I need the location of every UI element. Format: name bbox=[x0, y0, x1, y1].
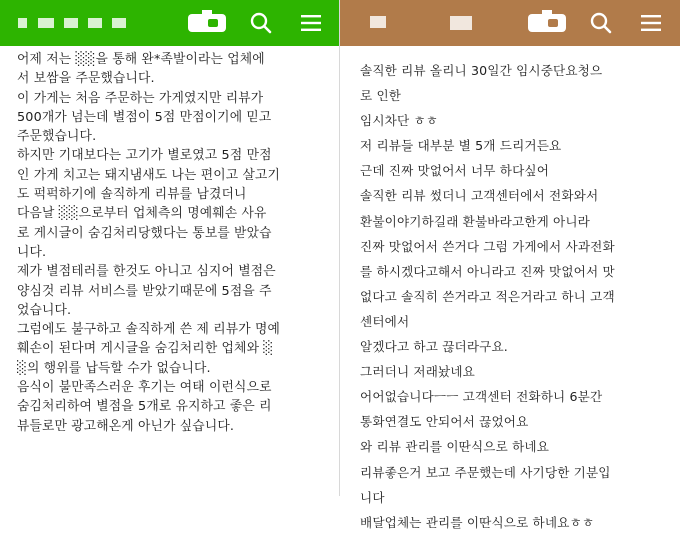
right-header-bar bbox=[340, 0, 680, 46]
post-line: 센터에서 bbox=[360, 313, 410, 329]
post-line: 배달업체는 관리를 이딴식으로 하네요ㅎㅎ bbox=[360, 514, 595, 530]
post-line: 서 보쌈을 주문했습니다. bbox=[17, 71, 155, 87]
post-line: 통화연결도 안되어서 끊었어요 bbox=[360, 414, 529, 430]
post-line: 500개가 넘는데 별점이 5점 만점이기에 믿고 bbox=[17, 109, 272, 125]
post-line: 로 게시글이 숨김처리당했다는 통보를 받았습 bbox=[17, 225, 272, 241]
post-line: 니다 bbox=[360, 489, 385, 505]
post-line: 로 인한 bbox=[360, 88, 402, 104]
blog-logo-icon[interactable] bbox=[186, 10, 230, 36]
post-line: 도 퍽퍽하기에 솔직하게 리뷰를 남겼더니 bbox=[17, 187, 247, 203]
post-line: 알겠다고 하고 끊더라구요. bbox=[360, 339, 508, 355]
post-line: 제가 별점테러를 한것도 아니고 심지어 별점은 bbox=[17, 264, 276, 280]
post-line: 환불이야기하길래 환불바라고한게 아니라 bbox=[360, 213, 590, 229]
post-line: ░의 행위를 납득할 수가 없습니다. bbox=[17, 360, 211, 376]
post-line: 양심것 리뷰 서비스를 받았기때문에 5점을 주 bbox=[17, 283, 272, 299]
blurred-title-block bbox=[450, 16, 472, 30]
right-post-body bbox=[340, 46, 680, 535]
post-line: 임시차단 ㅎㅎ bbox=[360, 113, 439, 129]
post-line: 었습니다. bbox=[17, 302, 72, 318]
post-line: 다음날 ░░으로부터 업체측의 명예훼손 사유 bbox=[17, 206, 267, 222]
post-line: 이 가게는 처음 주문하는 가게였지만 리뷰가 bbox=[17, 90, 264, 106]
post-line: 없다고 솔직히 쓴거라고 적은거라고 하니 고객 bbox=[360, 288, 615, 304]
menu-icon[interactable] bbox=[638, 10, 664, 36]
blurred-title-block bbox=[112, 18, 126, 28]
post-line: 뷰들로만 광고해온게 아닌가 싶습니다. bbox=[17, 418, 235, 434]
search-icon[interactable] bbox=[588, 10, 614, 36]
menu-icon[interactable] bbox=[298, 10, 324, 36]
post-line: 그럼에도 불구하고 솔직하게 쓴 제 리뷰가 명예 bbox=[17, 322, 281, 338]
right-screenshot-panel bbox=[340, 0, 680, 530]
blurred-title-block bbox=[88, 18, 102, 28]
post-line: 어제 저는 ░░을 통해 완*족발이라는 업체에 bbox=[17, 52, 265, 67]
post-line: 솔직한 리뷰 썼더니 고객센터에서 전화와서 bbox=[360, 188, 599, 204]
blog-logo-icon[interactable] bbox=[526, 10, 570, 36]
post-line: 숨김처리하여 별점을 5개로 유지하고 좋은 리 bbox=[17, 399, 272, 415]
blurred-title-block bbox=[370, 16, 386, 28]
left-header-bar bbox=[0, 0, 339, 46]
post-line: 리뷰좋은거 보고 주문했는데 사기당한 기분입 bbox=[360, 464, 611, 480]
post-line: 그러더니 저래놨네요 bbox=[360, 364, 475, 380]
left-post-body bbox=[0, 46, 339, 436]
post-line: 인 가게 치고는 돼지냄새도 나는 편이고 살고기 bbox=[17, 167, 281, 183]
post-line: 주문했습니다. bbox=[17, 129, 97, 145]
blurred-title-block bbox=[64, 18, 78, 28]
post-line: 솔직한 리뷰 올리니 30일간 임시중단요청으 bbox=[360, 63, 603, 78]
post-line: 음식이 불만족스러운 후기는 여태 이런식으로 bbox=[17, 380, 272, 396]
blurred-title-block bbox=[18, 18, 27, 28]
post-line: 저 리뷰들 대부분 별 5개 드리거든요 bbox=[360, 138, 562, 154]
post-line: 를 하시겠다고해서 아니라고 진짜 맛없어서 맛 bbox=[360, 263, 615, 279]
post-line: 어어없습니다ㅡㅡ 고객센터 전화하니 6분간 bbox=[360, 389, 603, 405]
post-line: 훼손이 된다며 게시글을 숨김처리한 업체와 ░ bbox=[17, 341, 274, 357]
left-screenshot-panel bbox=[0, 0, 340, 496]
search-icon[interactable] bbox=[248, 10, 274, 36]
post-line: 와 리뷰 관리를 이딴식으로 하네요 bbox=[360, 439, 550, 455]
post-line: 근데 진짜 맛없어서 너무 하다싶어 bbox=[360, 163, 550, 179]
post-line: 진짜 맛없어서 쓴거다 그럼 가게에서 사과전화 bbox=[360, 238, 615, 254]
post-line: 하지만 기대보다는 고기가 별로였고 5점 만점 bbox=[17, 148, 272, 164]
blurred-title-block bbox=[38, 18, 54, 28]
post-line: 니다. bbox=[17, 244, 47, 260]
